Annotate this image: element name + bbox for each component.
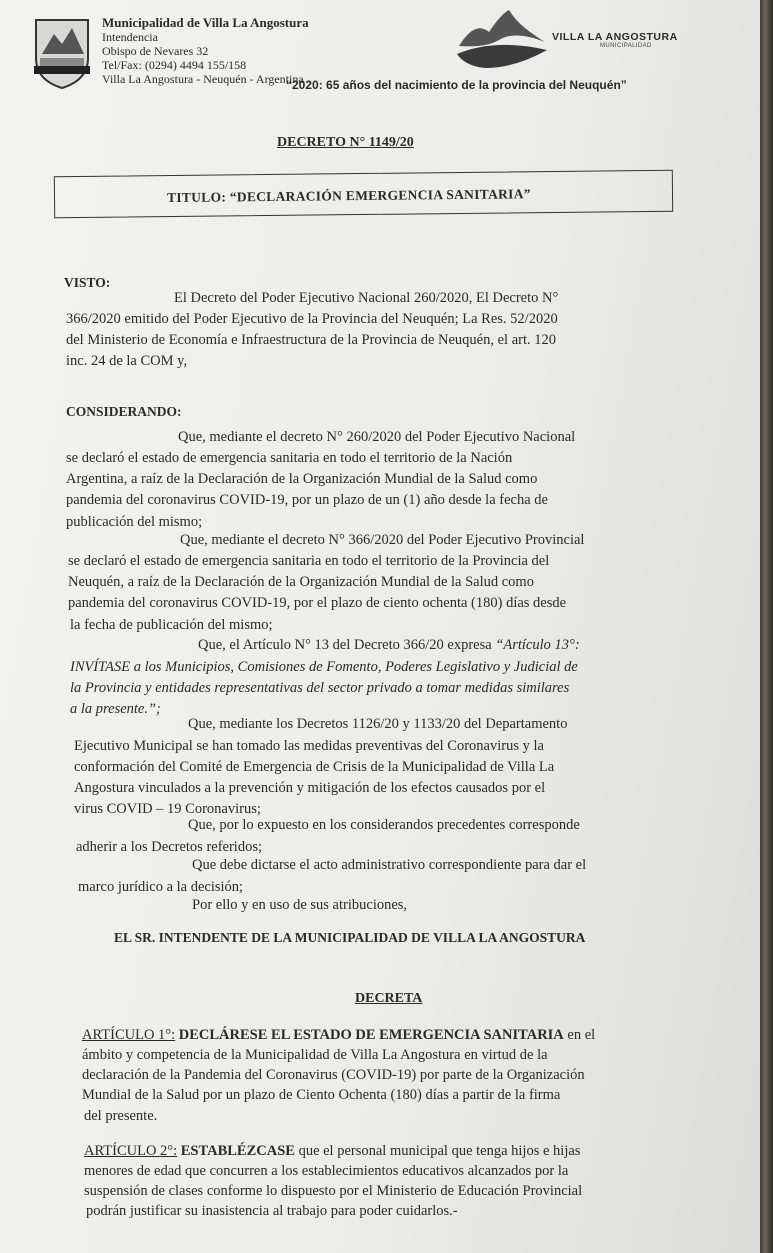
considerando-line: Por ello y en uso de sus atribuciones, [192, 897, 408, 913]
article-2-bold: ESTABLÉZCASE [180, 1143, 295, 1159]
considerando-line: Neuquén, a raíz de la Declaración de la Organización Mundial de la Salud como [68, 574, 534, 590]
article-line: suspensión de clases conforme lo dispuesto por el Ministerio de Educación Provincial [84, 1183, 583, 1199]
article-1-first-line [82, 1027, 595, 1044]
visto-line: del Ministerio de Economía e Infraestructura de la Provincia de Neuquén, el art. 120 [66, 332, 557, 348]
article-2-label: ARTÍCULO 2°: [84, 1143, 178, 1159]
quote-intro: Que, el Artículo N° 13 del Decreto 366/20 expresa [198, 637, 496, 653]
considerando-line: la fecha de publicación del mismo; [70, 617, 273, 633]
considerando-heading: CONSIDERANDO: [66, 404, 182, 419]
quote-start: “Artículo 13°: [495, 637, 580, 653]
article-line: Mundial de la Salud por un plazo de Ciento Ochenta (180) días a partir de la firma [82, 1087, 561, 1103]
considerando-line: Que, por lo expuesto en los considerandos precedentes corresponde [188, 817, 580, 833]
considerando-line: Angostura vinculados a la prevención y mitigación de los efectos causados por el [74, 780, 546, 796]
considerando-line: se declaró el estado de emergencia sanitaria en todo el territorio de la Provincia del [68, 553, 550, 569]
considerando-line: Ejecutivo Municipal se han tomado las medidas preventivas del Coronavirus y la [74, 738, 544, 754]
decreta-heading: DECRETA [355, 991, 423, 1006]
municipal-seal-icon [30, 14, 94, 90]
considerando-line: a la presente.”; [70, 701, 161, 717]
article-line: podrán justificar su inasistencia al trabajo para poder cuidarlos.- [86, 1203, 458, 1219]
considerando-line: publicación del mismo; [66, 514, 203, 530]
municipality-name: Municipalidad de Villa La Angostura [102, 15, 309, 30]
intendente-heading: EL SR. INTENDENTE DE LA MUNICIPALIDAD DE VILLA LA ANGOSTURA [114, 930, 586, 945]
considerando-line: Que, mediante los Decretos 1126/20 y 1133/20 del Departamento [188, 716, 568, 732]
motto: “2020: 65 años del nacimiento de la provincia del Neuquén” [286, 78, 627, 92]
article-line: menores de edad que concurren a los establecimientos educativos alcanzados por la [84, 1163, 569, 1179]
article-1-rest: en el [563, 1027, 596, 1043]
address: Obispo de Nevares 32 [102, 44, 209, 58]
considerando-line: marco jurídico a la decisión; [78, 879, 244, 895]
article-1-bold: DECLÁRESE EL ESTADO DE EMERGENCIA SANITARIA [178, 1027, 564, 1043]
article-line: declaración de la Pandemia del Coronavirus (COVID-19) por parte de la Organización [82, 1067, 585, 1083]
city: Villa La Angostura - Neuquén - Argentina [102, 72, 304, 86]
visto-heading: VISTO: [64, 275, 111, 290]
considerando-line: la Provincia y entidades representativas del sector privado a tomar medidas similares [70, 680, 570, 696]
article-line: del presente. [84, 1108, 158, 1124]
considerando-line: conformación del Comité de Emergencia de Crisis de la Municipalidad de Villa La [74, 759, 555, 775]
considerando-line: Que, mediante el decreto N° 260/2020 del Poder Ejecutivo Nacional [178, 429, 576, 445]
office-name: Intendencia [102, 30, 158, 44]
article-2-rest: que el personal municipal que tenga hijos e hijas [294, 1143, 581, 1159]
considerando-line: virus COVID – 19 Coronavirus; [74, 801, 261, 817]
brand-name: VILLA LA ANGOSTURA [552, 31, 678, 43]
considerando-line: Que debe dictarse el acto administrativo correspondiente para dar el [192, 857, 587, 873]
page-edge-shadow [760, 0, 773, 1253]
letterhead [102, 16, 309, 86]
considerando-line: pandemia del coronavirus COVID-19, por un plazo de un (1) año desde la fecha de [66, 492, 548, 508]
visto-line: 366/2020 emitido del Poder Ejecutivo de la Provincia del Neuquén; La Res. 52/2020 [66, 311, 558, 327]
considerando-line: Que, mediante el decreto N° 366/2020 del Poder Ejecutivo Provincial [180, 532, 585, 548]
mountain-logo-icon [455, 6, 550, 72]
considerando-line [198, 637, 580, 654]
decree-number: DECRETO N° 1149/20 [277, 135, 414, 150]
considerando-line: INVÍTASE a los Municipios, Comisiones de Fomento, Poderes Legislativo y Judicial de [70, 659, 578, 675]
article-1-label: ARTÍCULO 1°: [82, 1027, 176, 1043]
visto-line: inc. 24 de la COM y, [66, 353, 188, 369]
decree-title: TITULO: “DECLARACIÓN EMERGENCIA SANITARIA” [166, 186, 531, 206]
considerando-line: adherir a los Decretos referidos; [76, 839, 263, 855]
considerando-line: pandemia del coronavirus COVID-19, por el plazo de ciento ochenta (180) días desde [68, 595, 567, 611]
phone: Tel/Fax: (0294) 4494 155/158 [102, 58, 247, 72]
visto-line: El Decreto del Poder Ejecutivo Nacional 260/2020, El Decreto N° [174, 290, 559, 306]
title-box [54, 170, 673, 218]
article-2-first-line [84, 1143, 580, 1160]
article-line: ámbito y competencia de la Municipalidad de Villa La Angostura en virtud de la [82, 1047, 548, 1063]
considerando-line: Argentina, a raíz de la Declaración de la Organización Mundial de la Salud como [66, 471, 538, 487]
considerando-line: se declaró el estado de emergencia sanitaria en todo el territorio de la Nación [66, 450, 513, 466]
brand-subtitle: MUNICIPALIDAD [600, 43, 652, 49]
